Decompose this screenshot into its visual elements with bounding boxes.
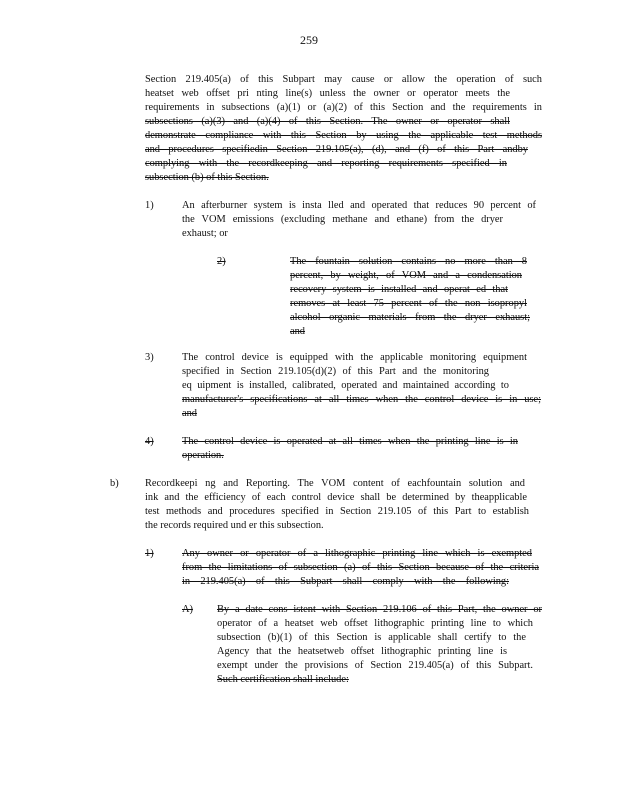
intro-line: requirements in subsections (a)(1) or (a)(2) of this Section and the requirements in [145, 102, 542, 113]
intro-line-struck: complying with the recordkeeping and reporting requirements specified in [145, 158, 507, 169]
item1-line: exhaust; or [182, 228, 228, 239]
b1A-line-struck: By a date cons istent with Section 219.106 of this Part, the owner or [217, 604, 542, 615]
intro-line: Section 219.405(a) of this Subpart may cause or allow the operation of such [145, 74, 542, 85]
item1-line: An afterburner system is insta lled and operated that reduces 90 percent of [182, 200, 536, 211]
item-label-struck: 1) [145, 548, 154, 559]
item3-line: The control device is equipped with the applicable monitoring equipment [182, 352, 527, 363]
item2-line-struck: recovery system is installed and operat ed that [290, 284, 508, 295]
section-label: b) [110, 478, 119, 489]
item2-line-struck: and [290, 326, 306, 337]
item4-line-struck: operation. [182, 450, 224, 461]
item2-line-struck: removes at least 75 percent of the non isopropyl [290, 298, 527, 309]
b1A-line: exempt under the provisions of Section 219.405(a) of this Subpart. [217, 660, 533, 671]
section-b-line: ink and the efficiency of each control device shall be determined by theapplicable [145, 492, 527, 503]
item3-line-struck: and [182, 408, 198, 419]
item4-line-struck: The control device is operated at all times when the printing line is in [182, 436, 518, 447]
intro-line-struck: demonstrate compliance with this Section by using the applicable test methods [145, 130, 542, 141]
item2-line-struck: The fountain solution contains no more than 8 [290, 256, 527, 267]
intro-line-struck: subsection (b) of this Section. [145, 172, 269, 183]
b1-line-struck: Any owner or operator of a lithographic printing line which is exempted [182, 548, 532, 559]
b1A-line: subsection (b)(1) of this Section is applicable shall certify to the [217, 632, 526, 643]
item2-line-struck: percent, by weight, of VOM and a condensation [290, 270, 522, 281]
b1-line-struck: from the limitations of subsection (a) of this Section because of the criteria [182, 562, 539, 573]
b1-line-struck: in 219.405(a) of this Subpart shall comply with the following: [182, 576, 509, 587]
item2-line-struck: alcohol organic materials from the dryer exhaust; [290, 312, 530, 323]
intro-line-struck: subsections (a)(3) and (a)(4) of this Section. The owner or operator shall [145, 116, 510, 127]
intro-line-struck: and procedures specifiedin Section 219.105(a), (d), and (f) of this Part andby [145, 144, 528, 155]
section-b-line: test methods and procedures specified in Section 219.105 of this Part to establish [145, 506, 529, 517]
item-label: 1) [145, 200, 154, 211]
item-label-struck: 4) [145, 436, 154, 447]
b1A-line: operator of a heatset web offset lithographic printing line to which [217, 618, 533, 629]
intro-line: heatset web offset pri nting line(s) unless the owner or operator meets the [145, 88, 510, 99]
item3-line-struck: manufacturer's specifications at all times when the control device is in use; [182, 394, 541, 405]
b1A-line-struck: Such certification shall include: [217, 674, 349, 685]
section-b-line: Recordkeepi ng and Reporting. The VOM content of eachfountain solution and [145, 478, 525, 489]
item-label: 3) [145, 352, 154, 363]
section-b-line: the records required und er this subsection. [145, 520, 324, 531]
item3-line: eq uipment is installed, calibrated, operated and maintained according to [182, 380, 509, 391]
item-label-struck: A) [182, 604, 193, 615]
page-number: 259 [300, 33, 318, 47]
item1-line: the VOM emissions (excluding methane and ethane) from the dryer [182, 214, 503, 225]
item-label-struck: 2) [217, 256, 226, 267]
b1A-line: Agency that the heatsetweb offset lithographic printing line is [217, 646, 507, 657]
item3-line: specified in Section 219.105(d)(2) of this Part and the monitoring [182, 366, 489, 377]
